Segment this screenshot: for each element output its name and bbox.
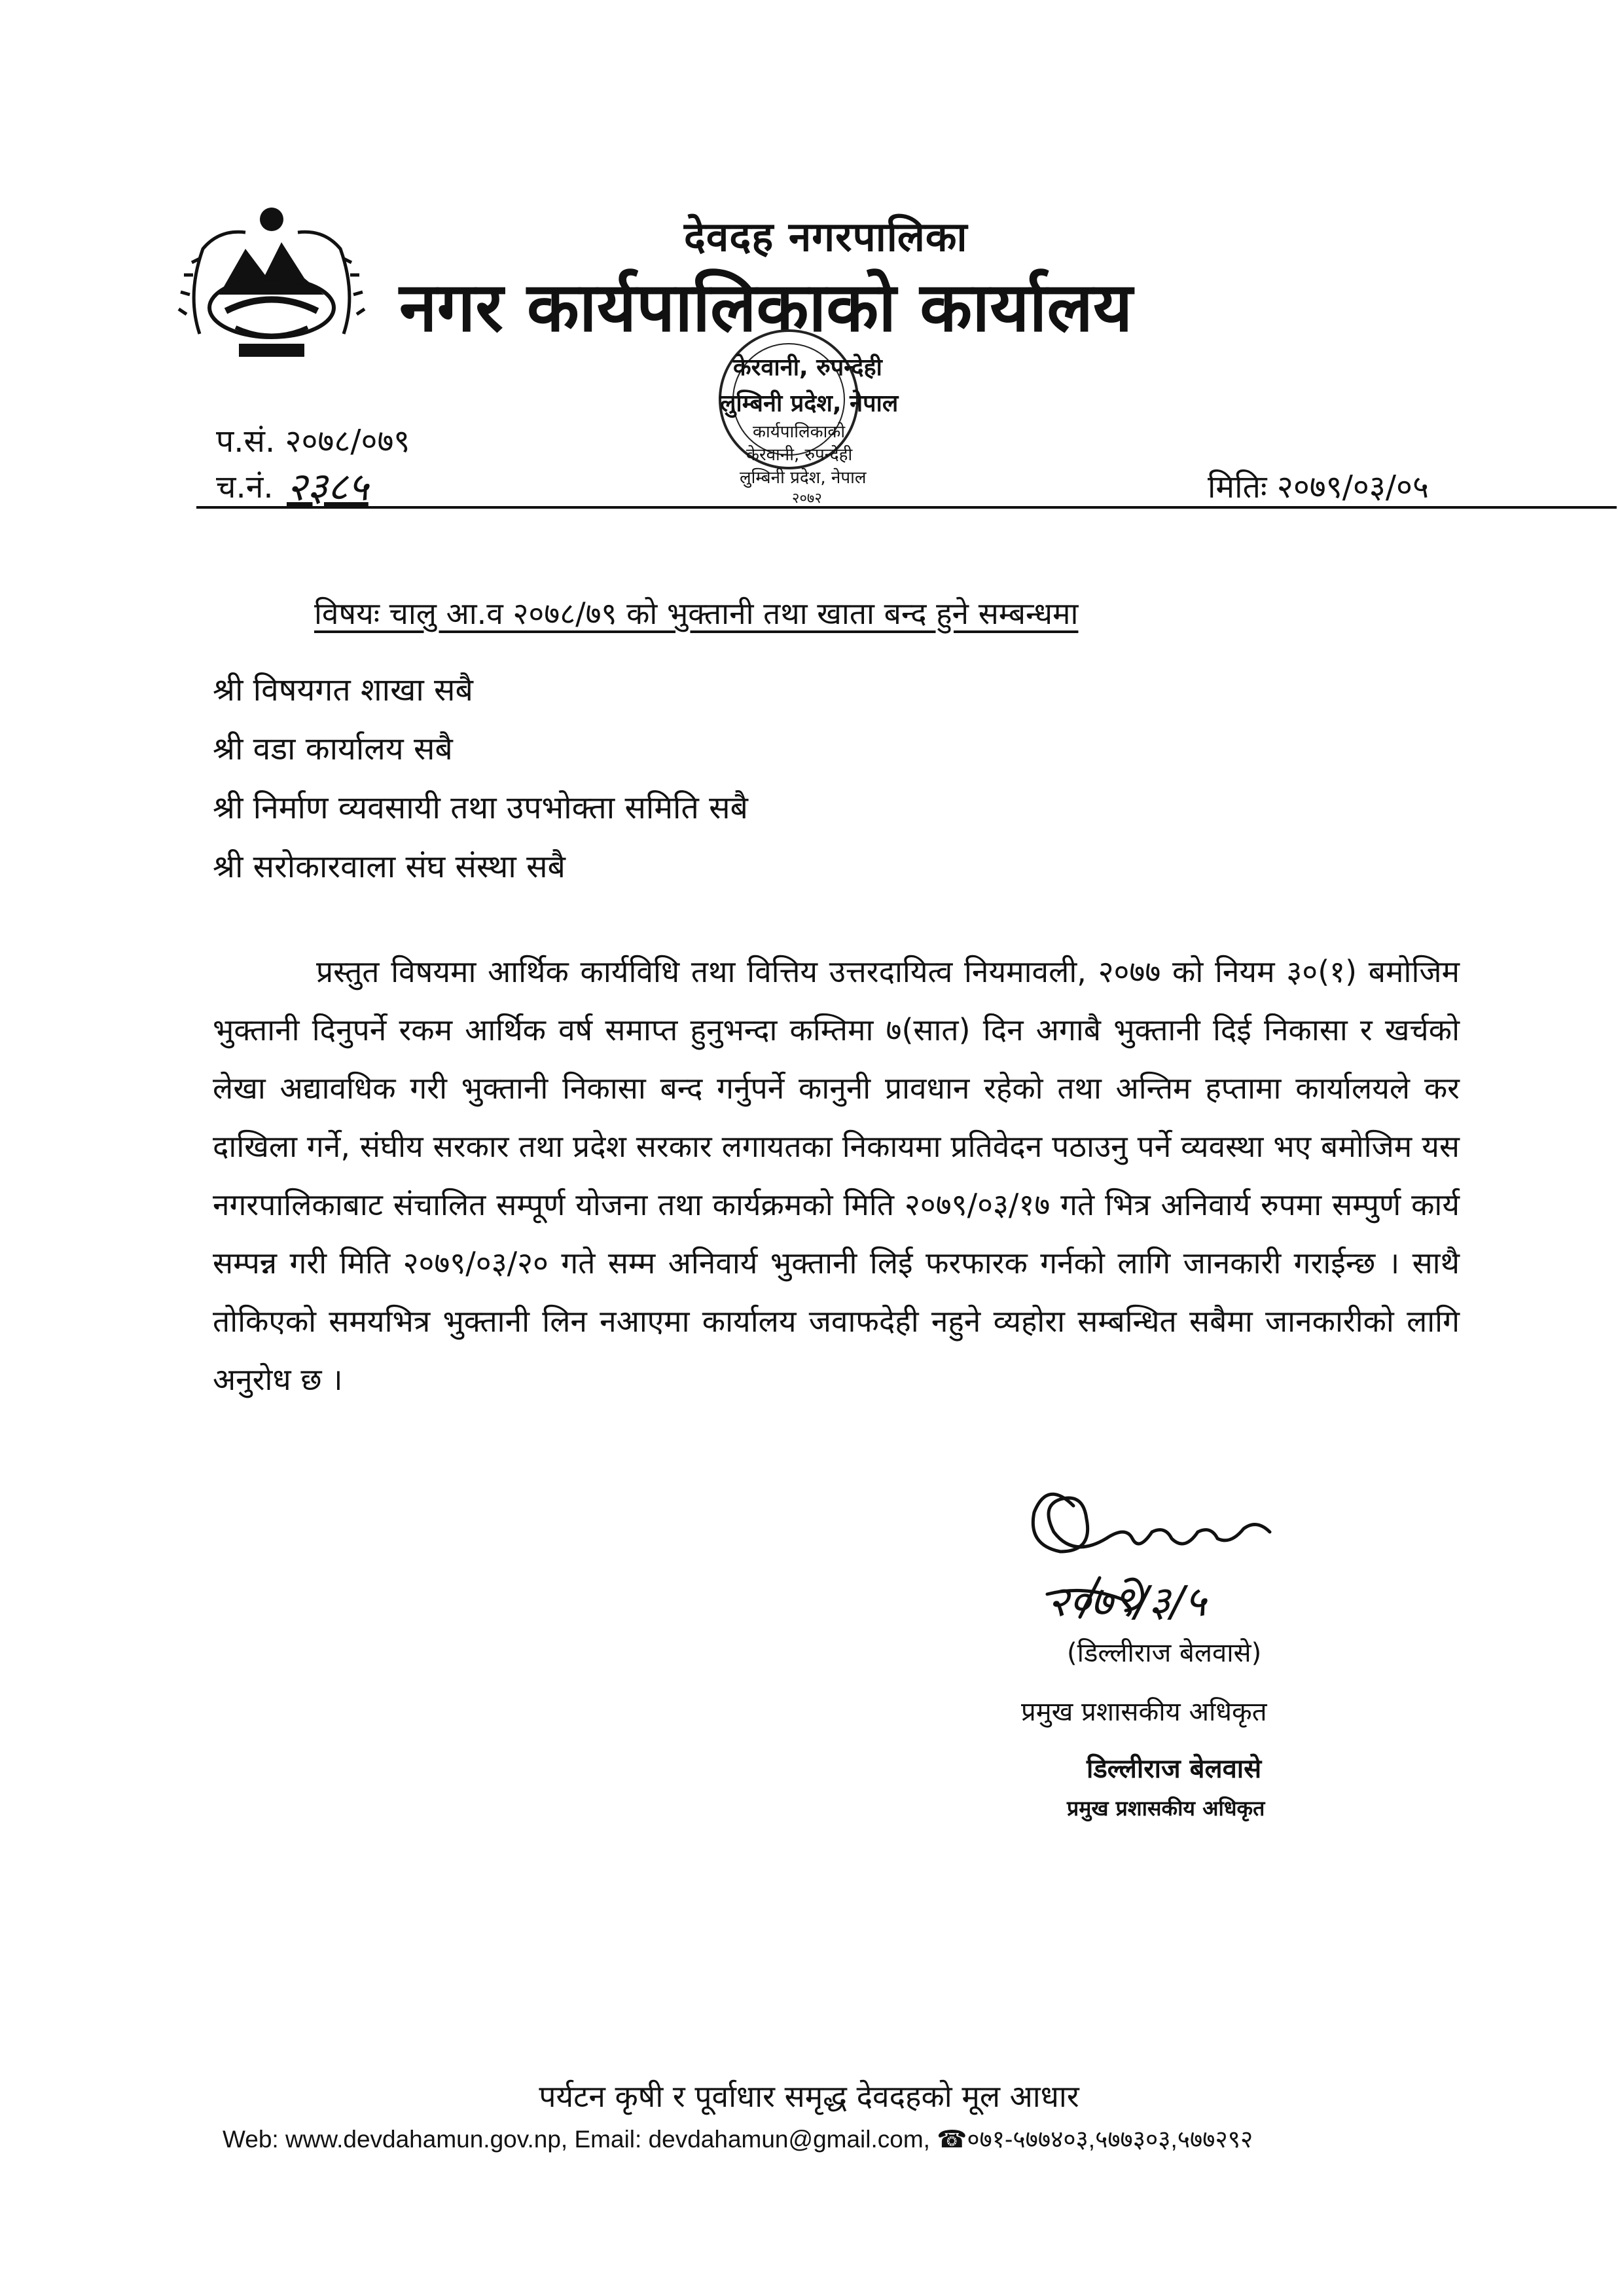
footer-slogan: पर्यटन कृषी र पूर्वाधार समृद्ध देवदहको मूल आधार (539, 2079, 1079, 2114)
office-title: नगर कार्यपालिकाको कार्यालय (399, 267, 1133, 347)
recipient-line: श्री सरोकारवाला संघ संस्था सबै (213, 848, 566, 885)
stamp-line2: केरवानी, रुपन्देही (746, 445, 853, 465)
municipality-name: देवदह नगरपालिका (684, 213, 968, 261)
letter-subject: विषयः चालु आ.व २०७८/७९ को भुक्तानी तथा खाता बन्द हुने सम्बन्धमा (314, 596, 1079, 631)
recipient-line: श्री वडा कार्यालय सबै (213, 731, 453, 767)
chalani-label: च.नं. (216, 469, 274, 505)
letter-body: प्रस्तुत विषयमा आर्थिक कार्यविधि तथा वित्तिय उत्तरदायित्व नियमावली, २०७७ को नियम ३०(१) बमोजिम भुक्तानी दिनुपर्ने रकम आर्थिक वर्ष समाप्त हुनुभन्दा कम्तिमा ७(सात) दिन अगाबै भुक्तानी दिई निकासा र खर्चको लेखा अद्यावधिक गरी भुक्तानी निकासा बन्द गर्नुपर्ने कानुनी प्रावधान रहेको तथा अन्तिम हप्तामा कार्यालयले कर दाखिला गर्ने, संघीय सरकार तथा प्रदेश सरकार लगायतका निकायमा प्रतिवेदन पठाउनु पर्ने व्यवस्था भए बमोजिम यस नगरपालिकाबाट संचालित सम्पूर्ण योजना तथा कार्यक्रमको मिति २०७९/०३/१७ गते भित्र अनिवार्य रुपमा सम्पुर्ण कार्य सम्पन्न गरी मिति २०७९/०३/२० गते सम्म अनिवार्य भुक्तानी लिई फरफारक गर्नको लागि जानकारी गराईन्छ । साथै तोकिएको समयभित्र भुक्तानी लिन नआएमा कार्यालय जवाफदेही नहुने व्यहोरा सम्बन्धित सबैमा जानकारीको लागि अनुरोध छ । (213, 954, 1460, 1397)
header-address-line2: लुम्बिनी प्रदेश, नेपाल (720, 390, 899, 417)
signature-date: २०७९/३/५ (1047, 1578, 1206, 1626)
letter-date: मितिः २०७९/०३/०५ (1208, 469, 1429, 505)
signatory-name-printed: डिल्लीराज बेलवासे (1087, 1754, 1262, 1784)
signatory-name-handwritten: (डिल्लीराज बेलवासे) (1067, 1638, 1262, 1668)
stamp-line1: कार्यपालिकाको (753, 422, 846, 442)
chalani-number: २३८५ (287, 464, 369, 510)
footer-contact: Web: www.devdahamun.gov.np, Email: devdahamun@gmail.com, ☎०७१-५७७४०३,५७७३०३,५७७२९२ (223, 2126, 1253, 2153)
patra-sankhya: प.सं. २०७८/०७९ (216, 423, 410, 460)
recipient-line: श्री विषयगत शाखा सबै (213, 672, 473, 708)
signatory-title-handwritten: प्रमुख प्रशासकीय अधिकृत (1021, 1697, 1267, 1727)
header-divider (196, 506, 1617, 509)
stamp-line3: लुम्बिनी प्रदेश, नेपाल (740, 468, 867, 488)
signatory-title-printed: प्रमुख प्रशासकीय अधिकृत (1067, 1796, 1265, 1821)
header-address-line1: केरवानी, रुपन्देही (733, 354, 882, 381)
stamp-year: २०७२ (792, 490, 822, 507)
recipient-line: श्री निर्माण व्यवसायी तथा उपभोक्ता समिति सबै (213, 790, 748, 826)
government-emblem-icon (173, 203, 370, 363)
